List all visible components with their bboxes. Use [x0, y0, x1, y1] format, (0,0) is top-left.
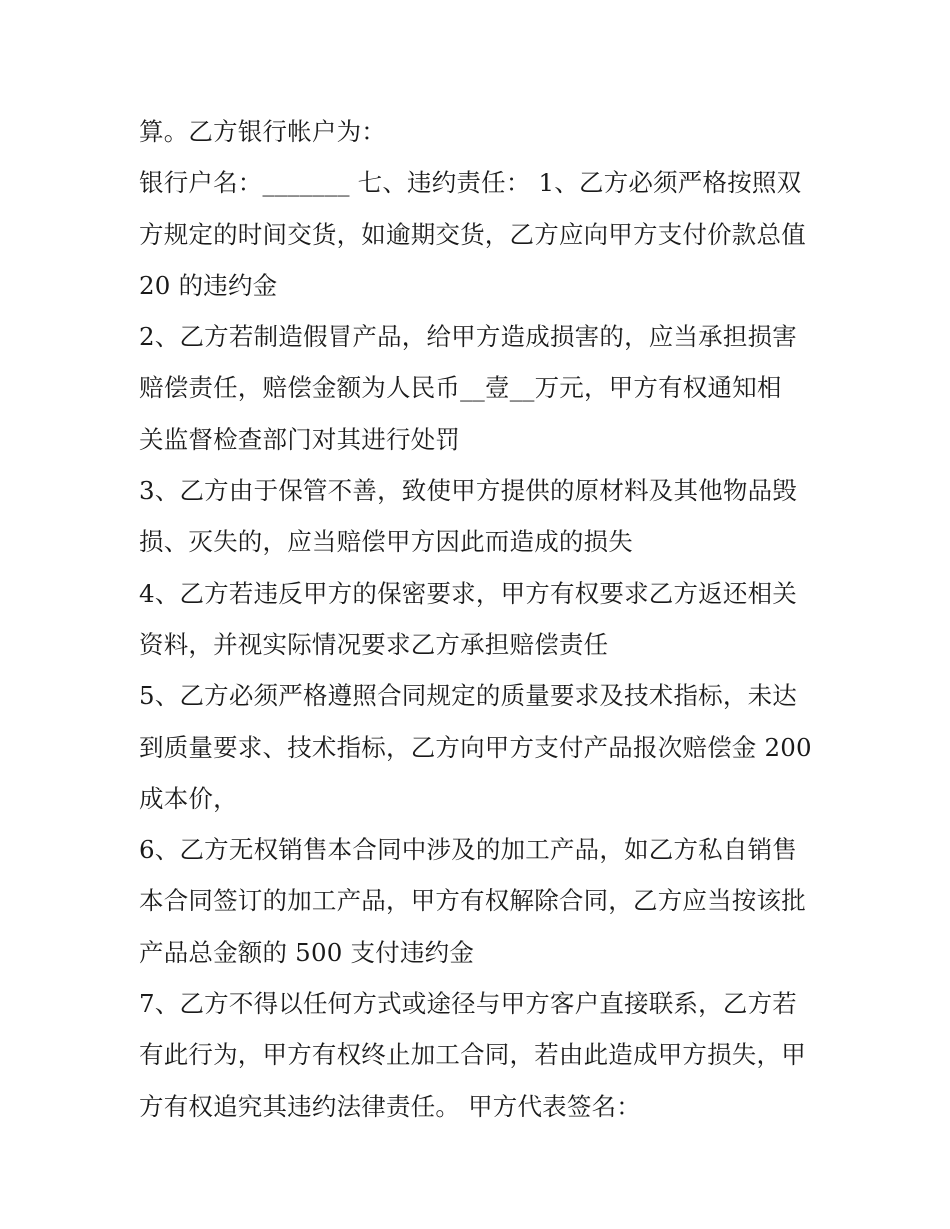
- text-line: 关监督检查部门对其进行处罚: [139, 424, 461, 454]
- text-line: 7、乙方不得以任何方式或途径与甲方客户直接联系，乙方若: [139, 989, 797, 1019]
- text-line: 方规定的时间交货，如逾期交货，乙方应向甲方支付价款总值: [139, 219, 806, 249]
- text-line: 资料，并视实际情况要求乙方承担赔偿责任: [139, 629, 609, 659]
- text-line: 产品总金额的 500 支付违约金: [139, 937, 475, 967]
- text-line: 赔偿责任，赔偿金额为人民币__壹__万元，甲方有权通知相: [139, 373, 782, 403]
- text-line: 方有权追究其违约法律责任。 甲方代表签名：: [139, 1091, 641, 1121]
- text-line: 有此行为，甲方有权终止加工合同，若由此造成甲方损失，甲: [139, 1040, 806, 1070]
- text-line: 2、乙方若制造假冒产品，给甲方造成损害的，应当承担损害: [139, 322, 797, 352]
- text-line: 6、乙方无权销售本合同中涉及的加工产品，如乙方私自销售: [139, 835, 797, 865]
- text-line: 5、乙方必须严格遵照合同规定的质量要求及技术指标，未达: [139, 681, 797, 711]
- text-line: 20 的违约金: [139, 270, 278, 300]
- document-body: [139, 106, 819, 1132]
- text-line: 3、乙方由于保管不善，致使甲方提供的原材料及其他物品毁: [139, 476, 797, 506]
- text-line: 算。乙方银行帐户为：: [139, 117, 386, 146]
- text-line: 4、乙方若违反甲方的保密要求，甲方有权要求乙方返还相关: [139, 578, 797, 608]
- text-line: 银行户名：_______ 七、违约责任： 1、乙方必须严格按照双: [139, 168, 802, 198]
- text-line: 本合同签订的加工产品，甲方有权解除合同，乙方应当按该批: [139, 886, 806, 916]
- text-line: 成本价，: [139, 783, 238, 813]
- text-line: 损、灭失的，应当赔偿甲方因此而造成的损失: [139, 527, 633, 557]
- text-line: 到质量要求、技术指标，乙方向甲方支付产品报次赔偿金 200: [139, 732, 812, 762]
